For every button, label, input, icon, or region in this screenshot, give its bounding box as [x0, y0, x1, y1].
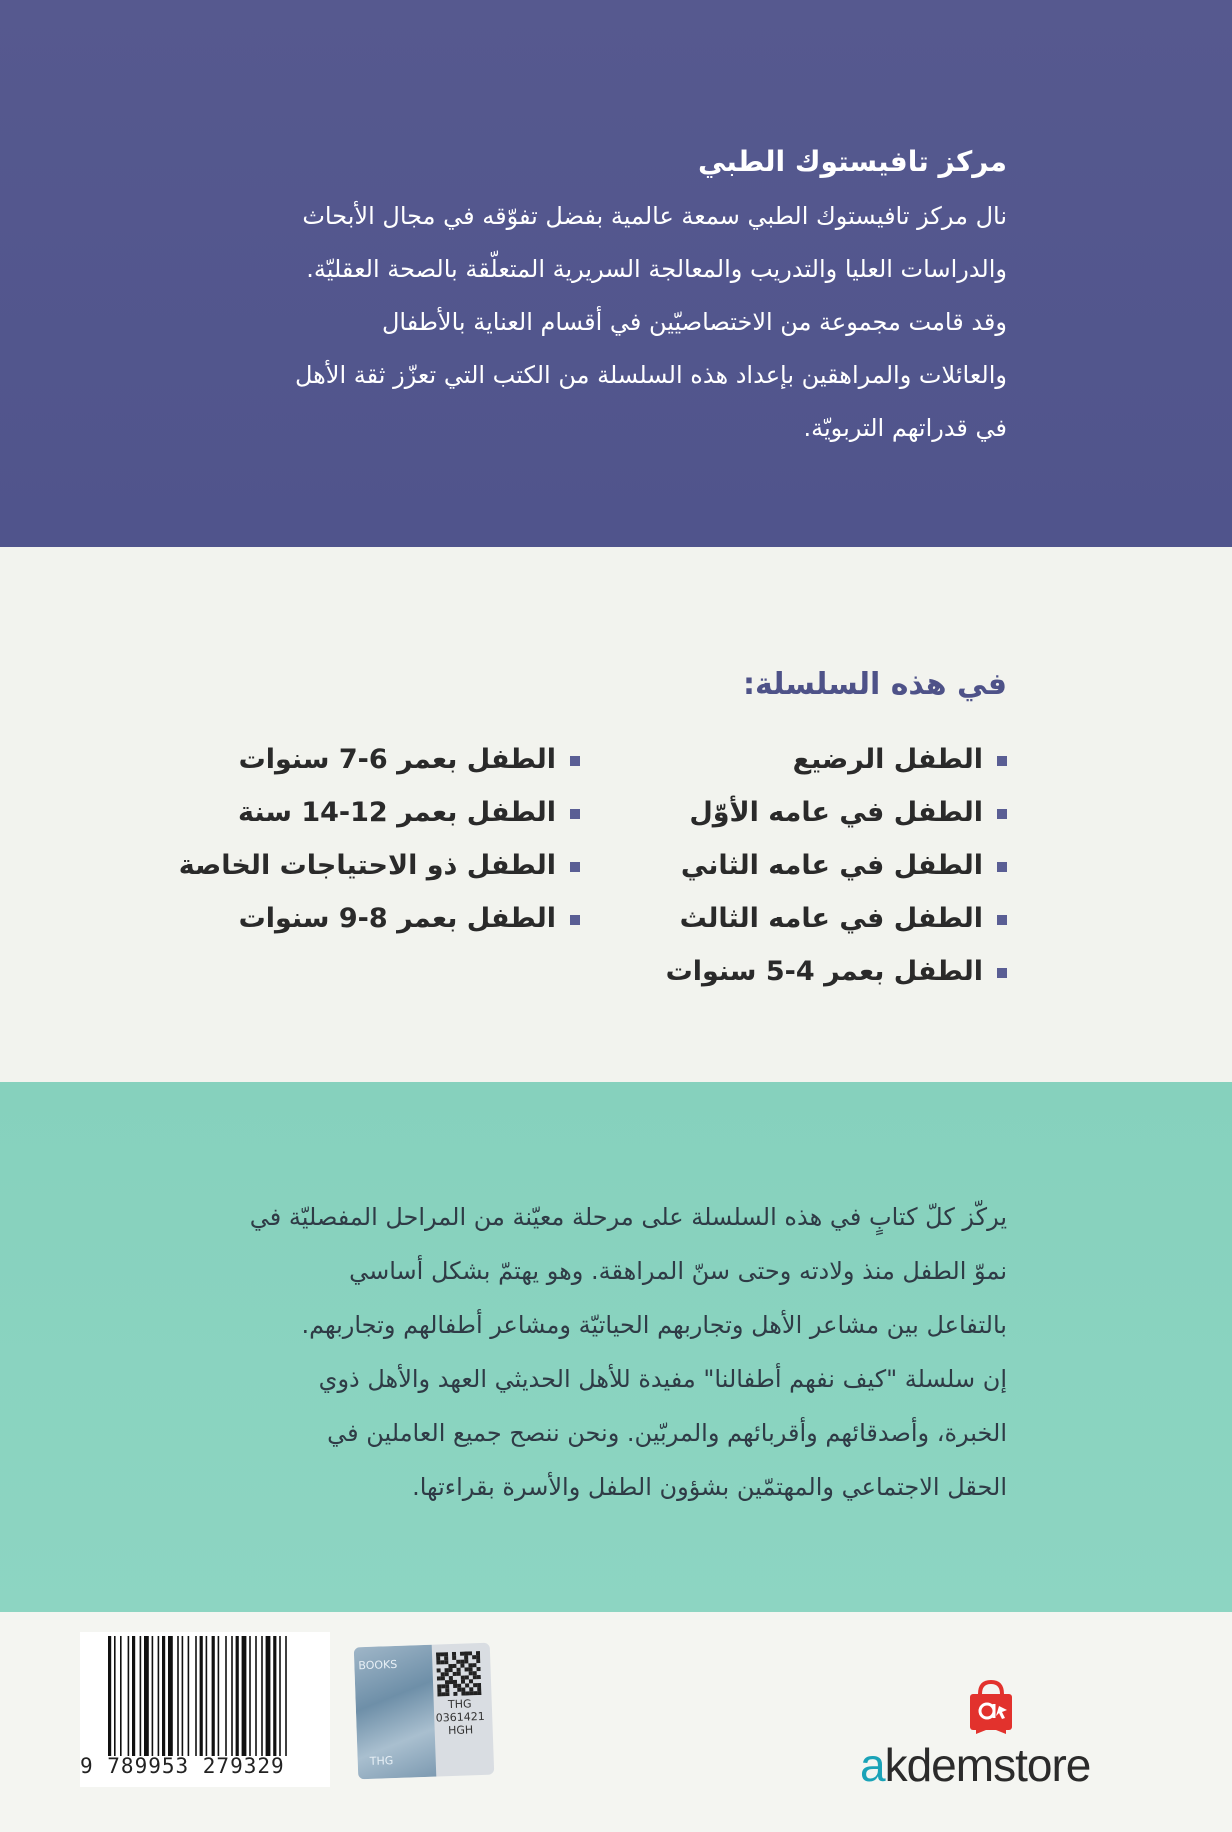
series-item: [60, 791, 580, 844]
series-item-label: الطفل بعمر 8-9 سنوات: [238, 903, 556, 934]
series-item-label: الطفل بعمر 12-14 سنة: [237, 797, 556, 828]
sticker-code-line: HGH: [447, 1723, 474, 1738]
square-bullet-icon: [997, 968, 1007, 978]
qr-code-icon: [436, 1651, 482, 1697]
series-item: [627, 844, 1007, 897]
paragraph-line: الحقل الاجتماعي والمهتمّين بشؤون الطفل والأسرة بقراءتها.: [412, 1473, 1007, 1501]
series-item-label: الطفل الرضيع: [792, 744, 983, 775]
square-bullet-icon: [997, 809, 1007, 819]
isbn-barcode: [80, 1632, 330, 1787]
series-item: [60, 738, 580, 791]
paragraph-line: وقد قامت مجموعة من الاختصاصيّين في أقسام العناية بالأطفال: [381, 308, 1007, 336]
series-item-label: الطفل في عامه الثاني: [680, 850, 983, 881]
square-bullet-icon: [997, 862, 1007, 872]
book-store-bag-icon: [966, 1680, 1016, 1738]
series-item: [627, 738, 1007, 791]
square-bullet-icon: [997, 915, 1007, 925]
series-item: [60, 897, 580, 950]
sticker-code-line: THG: [447, 1697, 472, 1712]
paragraph-line: في قدراتهم التربويّة.: [803, 414, 1007, 442]
series-item: [627, 791, 1007, 844]
paragraph-line: والعائلات والمراهقين بإعداد هذه السلسلة من الكتب التي تعزّز ثقة الأهل: [294, 361, 1007, 389]
series-item-label: الطفل ذو الاحتياجات الخاصة: [178, 850, 556, 881]
sticker-code-line: 0361421: [435, 1709, 485, 1725]
paragraph-line: والدراسات العليا والتدريب والمعالجة السريرية المتعلّقة بالصحة العقليّة.: [306, 255, 1007, 283]
store-logo-text: [860, 1738, 1090, 1792]
center-heading: مركز تافيستوك الطبي: [697, 145, 1007, 178]
square-bullet-icon: [570, 756, 580, 766]
paragraph-line: الخبرة، وأصدقائهم وأقربائهم والمربّين. ونحن ننصح جميع العاملين في: [327, 1419, 1007, 1447]
sticker-code: [428, 1697, 493, 1738]
hologram-top-text: BOOKS: [358, 1657, 398, 1673]
description-paragraph: [147, 1190, 1007, 1514]
paragraph-line: بالتفاعل بين مشاعر الأهل وتجاربهم الحياتيّة ومشاعر أطفالهم وتجاربهم.: [301, 1311, 1007, 1339]
paragraph-line: نال مركز تافيستوك الطبي سمعة عالمية بفضل تفوّقه في مجال الأبحاث: [302, 202, 1007, 230]
logo-wordmark: kdemstore: [884, 1739, 1091, 1791]
square-bullet-icon: [997, 756, 1007, 766]
security-sticker: [354, 1643, 495, 1780]
hologram-label: [354, 1645, 437, 1780]
series-item: [627, 897, 1007, 950]
hologram-bottom-text: THG: [369, 1754, 394, 1768]
series-item-label: الطفل بعمر 4-5 سنوات: [665, 956, 983, 987]
square-bullet-icon: [570, 862, 580, 872]
paragraph-line: نموّ الطفل منذ ولادته وحتى سنّ المراهقة. وهو يهتمّ بشكل أساسي: [349, 1257, 1007, 1285]
series-list-right: [627, 738, 1007, 1003]
square-bullet-icon: [570, 809, 580, 819]
paragraph-line: إن سلسلة "كيف نفهم أطفالنا" مفيدة للأهل الحديثي العهد والأهل ذوي: [318, 1365, 1007, 1393]
paragraph-line: يركّز كلّ كتابٍ في هذه السلسلة على مرحلة معيّنة من المراحل المفصليّة في: [249, 1203, 1007, 1231]
series-item-label: الطفل بعمر 6-7 سنوات: [238, 744, 556, 775]
series-item: [627, 950, 1007, 1003]
isbn-number: 9 789953 279329: [80, 1754, 285, 1778]
barcode-bars: [108, 1636, 313, 1756]
series-item-label: الطفل في عامه الأوّل: [689, 797, 983, 828]
center-paragraph: [177, 190, 1007, 455]
series-heading: في هذه السلسلة:: [742, 667, 1007, 702]
series-item: [60, 844, 580, 897]
series-item-label: الطفل في عامه الثالث: [679, 903, 983, 934]
series-list-left: [60, 738, 580, 950]
square-bullet-icon: [570, 915, 580, 925]
logo-accent-letter: a: [860, 1739, 885, 1791]
